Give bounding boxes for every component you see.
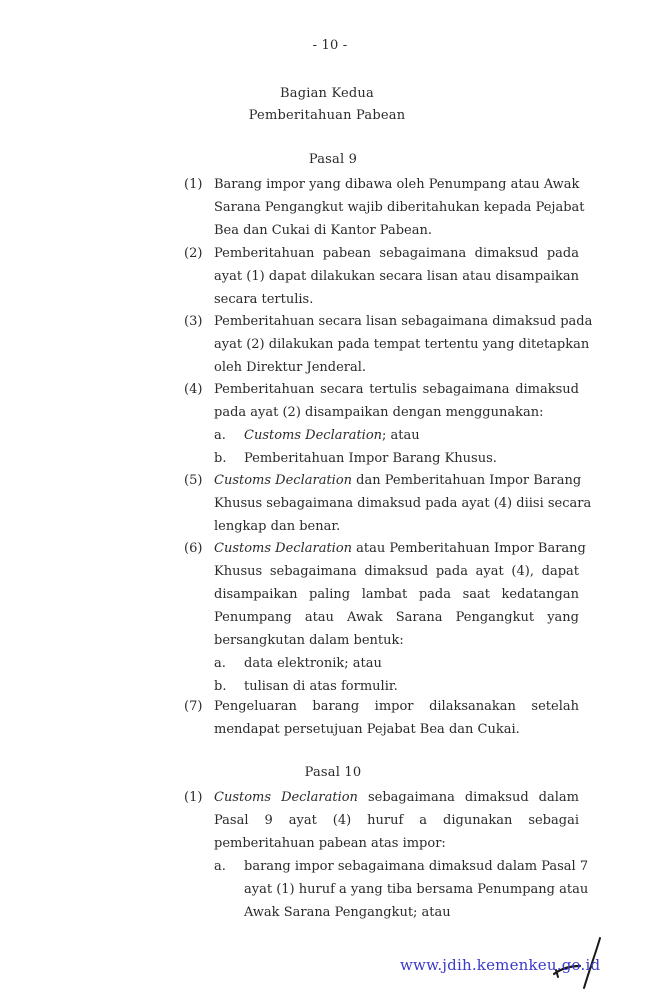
ayat-number: (3) [184,314,203,329]
sub-letter: a. [214,859,226,874]
sub-text: tulisan di atas formulir. [244,679,398,694]
sub-letter: b. [214,679,227,694]
italic-term: Customs Declaration [214,790,358,805]
pasal-10-heading: Pasal 10 [304,765,362,780]
ayat-line: Sarana Pengangkut wajib diberitahukan kepada Pejabat [214,200,585,215]
sub-item-b [214,447,579,470]
ayat-line: Pemberitahuan pabean sebagaimana dimaksud pada [214,246,579,261]
ayat-line-text: atau Pemberitahuan Impor Barang [352,541,586,556]
ayat-line-text: dan Pemberitahuan Impor Barang [352,473,582,488]
pasal-9-ayat-7 [184,695,579,741]
ayat-line-text: sebagaimana dimaksud dalam [357,790,579,805]
ayat-number: (4) [184,382,203,397]
ayat-line: Pengeluaran barang impor dilaksanakan setelah [214,699,579,714]
ayat-line: Pemberitahuan secara tertulis sebagaimana dimaksud [214,382,579,397]
pasal-9-ayat-2 [184,242,579,311]
sub-letter: a. [214,656,226,671]
italic-term: Customs Declaration [214,473,353,488]
ayat-line: mendapat persetujuan Pejabat Bea dan Cukai. [214,722,520,737]
ayat-line: ayat (2) dilakukan pada tempat tertentu yang ditetapkan [214,337,590,352]
sub-text: data elektronik; atau [244,656,382,671]
ayat-line [214,786,579,809]
ayat-number: (6) [184,541,203,556]
ayat-line: Khusus sebagaimana dimaksud pada ayat (4), dapat [214,564,579,579]
section-title: Bagian Kedua [280,86,374,101]
ayat-line: Khusus sebagaimana dimaksud pada ayat (4) diisi secara [214,496,592,511]
pasal-9-ayat-6 [184,537,586,698]
pasal-10-ayat-1 [184,786,589,924]
italic-term: Customs Declaration [214,541,353,556]
sub-text: Pemberitahuan Impor Barang Khusus. [244,451,497,466]
sub-line: ayat (1) huruf a yang tiba bersama Penumpang atau [244,882,589,897]
ayat-number: (5) [184,473,203,488]
sub-line: barang impor sebagaimana dimaksud dalam Pasal 7 [244,859,589,874]
ayat-line: Pasal 9 ayat (4) huruf a digunakan sebagai [214,813,579,828]
ayat-line: bersangkutan dalam bentuk: [214,633,404,648]
ayat-line [214,469,582,492]
pasal-9-ayat-5 [184,469,592,538]
ayat-line: Barang impor yang dibawa oleh Penumpang atau Awak [214,177,580,192]
ayat-line: lengkap dan benar. [214,519,341,534]
ayat-number: (2) [184,246,203,261]
ayat-number: (1) [184,177,203,192]
sub-item-a [214,855,589,924]
ayat-number: (7) [184,699,203,714]
website-link[interactable]: www.jdih.kemenkeu.go.id [400,956,601,974]
ayat-line [214,537,586,560]
ayat-line: secara tertulis. [214,292,314,307]
ayat-line: Penumpang atau Awak Sarana Pengangkut yang [214,610,579,625]
ayat-line: oleh Direktur Jenderal. [214,360,367,375]
ayat-number: (1) [184,790,203,805]
sub-item-a [214,424,579,447]
page-number: - 10 - [312,38,348,53]
ayat-line: Pemberitahuan secara lisan sebagaimana dimaksud pada [214,314,593,329]
pasal-9-heading: Pasal 9 [308,152,358,167]
ayat-line: pemberitahuan pabean atas impor: [214,836,446,851]
section-subtitle: Pemberitahuan Pabean [248,108,406,123]
sub-letter: b. [214,451,227,466]
sub-text: ; atau [382,428,420,443]
sub-letter: a. [214,428,226,443]
sub-item-a [214,652,579,675]
ayat-line: ayat (1) dapat dilakukan secara lisan atau disampaikan [214,269,579,284]
pasal-9-ayat-3 [184,310,593,379]
ayat-line: Bea dan Cukai di Kantor Pabean. [214,223,432,238]
ayat-line: disampaikan paling lambat pada saat kedatangan [214,587,579,602]
ayat-line: pada ayat (2) disampaikan dengan menggunakan: [214,405,544,420]
italic-term: Customs Declaration [244,428,383,443]
pasal-9-ayat-4 [184,378,579,470]
sub-line: Awak Sarana Pengangkut; atau [244,905,451,920]
pasal-9-ayat-1 [184,173,585,242]
